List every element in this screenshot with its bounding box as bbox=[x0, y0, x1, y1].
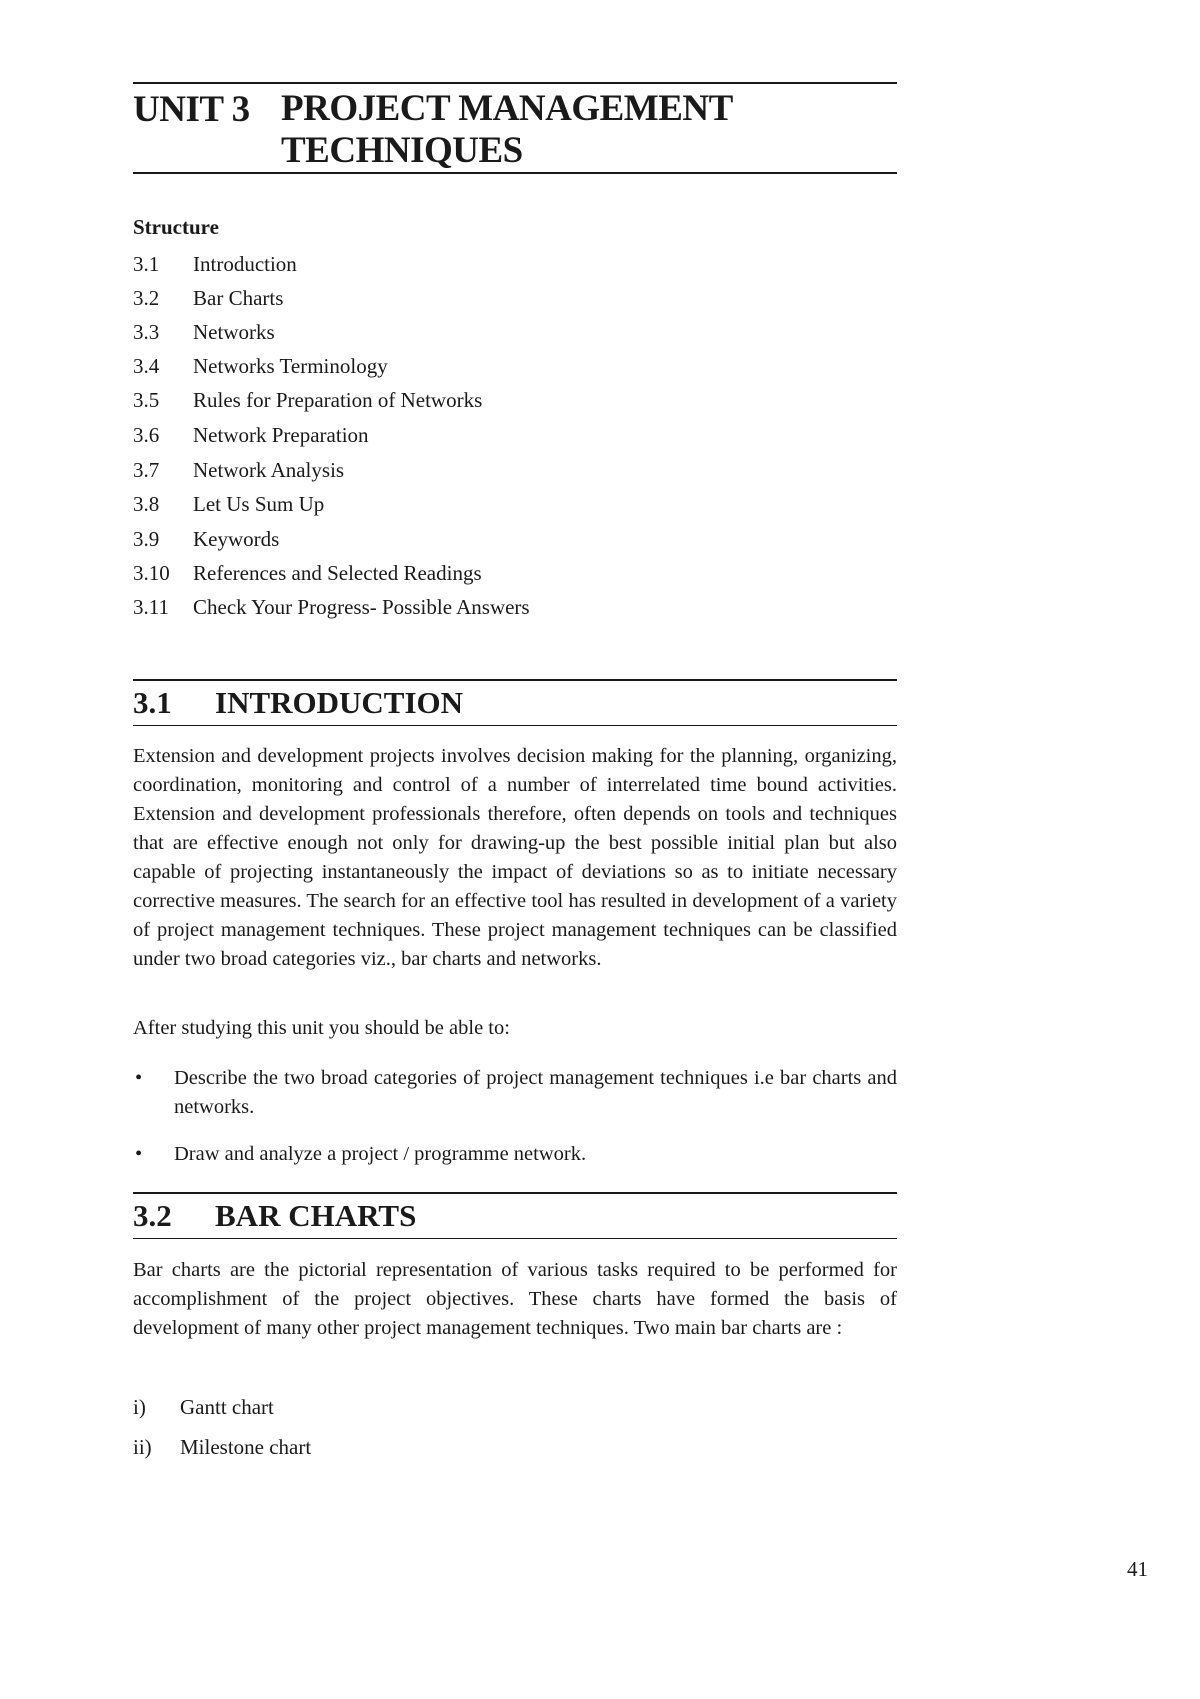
toc-item-number: 3.8 bbox=[133, 492, 160, 516]
bar-charts-paragraph: Bar charts are the pictorial representation of various tasks required to be performed for accomplishment of the project objectives. These charts have formed the basis of development of many other project management techniques. Two main bar charts are : bbox=[133, 1259, 897, 1339]
unit-title-line-2: TECHNIQUES bbox=[281, 130, 523, 171]
toc-item-number: 3.11 bbox=[133, 595, 169, 619]
unit-title bbox=[281, 88, 733, 172]
section-title: INTRODUCTION bbox=[215, 685, 464, 720]
section-heading-introduction bbox=[133, 679, 897, 726]
page-number: 41 bbox=[1127, 1557, 1148, 1581]
toc-item-title: Network Analysis bbox=[193, 458, 345, 482]
toc-item-number: 3.9 bbox=[133, 527, 160, 551]
toc-item-number: 3.2 bbox=[133, 286, 160, 310]
section-number: 3.1 bbox=[133, 685, 172, 720]
toc-item-title: Networks Terminology bbox=[193, 354, 388, 378]
section-heading-bar-charts bbox=[133, 1192, 897, 1239]
toc-item-title: Introduction bbox=[193, 252, 297, 276]
toc-item-number: 3.1 bbox=[133, 252, 160, 276]
item-text: Gantt chart bbox=[180, 1395, 274, 1419]
toc-item-title: Let Us Sum Up bbox=[193, 492, 325, 516]
unit-title-line-1: PROJECT MANAGEMENT bbox=[281, 88, 733, 129]
item-number: i) bbox=[133, 1395, 146, 1419]
item-text: Milestone chart bbox=[180, 1435, 312, 1459]
unit-number: UNIT 3 bbox=[133, 89, 250, 130]
unit-heading bbox=[133, 82, 897, 174]
toc-item-title: References and Selected Readings bbox=[193, 561, 482, 585]
objectives-lead: After studying this unit you should be able to: bbox=[133, 1017, 510, 1039]
toc-item-number: 3.10 bbox=[133, 561, 170, 585]
toc-item-number: 3.5 bbox=[133, 388, 160, 412]
toc-item-number: 3.4 bbox=[133, 354, 160, 378]
toc-item-title: Rules for Preparation of Networks bbox=[193, 388, 483, 412]
section-title: BAR CHARTS bbox=[215, 1198, 417, 1233]
toc-item-title: Bar Charts bbox=[193, 286, 284, 310]
objective-text: Describe the two broad categories of project management techniques i.e bar charts and networks. bbox=[174, 1067, 897, 1118]
toc-item-title: Check Your Progress- Possible Answers bbox=[193, 595, 530, 619]
toc-item-title: Keywords bbox=[193, 527, 280, 551]
toc-item-number: 3.7 bbox=[133, 458, 160, 482]
objective-text: Draw and analyze a project / programme network. bbox=[174, 1143, 587, 1165]
bullet-icon: • bbox=[135, 1067, 143, 1089]
toc-item-title: Networks bbox=[193, 320, 275, 344]
structure-label: Structure bbox=[133, 215, 219, 239]
bullet-icon: • bbox=[135, 1143, 143, 1165]
section-number: 3.2 bbox=[133, 1198, 172, 1233]
toc-item-title: Network Preparation bbox=[193, 423, 369, 447]
toc-item-number: 3.6 bbox=[133, 423, 160, 447]
toc-item-number: 3.3 bbox=[133, 320, 160, 344]
introduction-paragraph: Extension and development projects involves decision making for the planning, organizing, coordination, monitoring and control of a number of interrelated time bound activities. Extension and development professionals therefore, often depends on tools and techniques that are effective enough not only for drawing-up the best possible initial plan but also capable of projecting instantaneously the impact of deviations so as to initiate necessary corrective measures. The search for an effective tool has resulted in development of a variety of project management techniques. These project management techniques can be classified under two broad categories viz., bar charts and networks. bbox=[133, 745, 897, 970]
item-number: ii) bbox=[133, 1435, 152, 1459]
